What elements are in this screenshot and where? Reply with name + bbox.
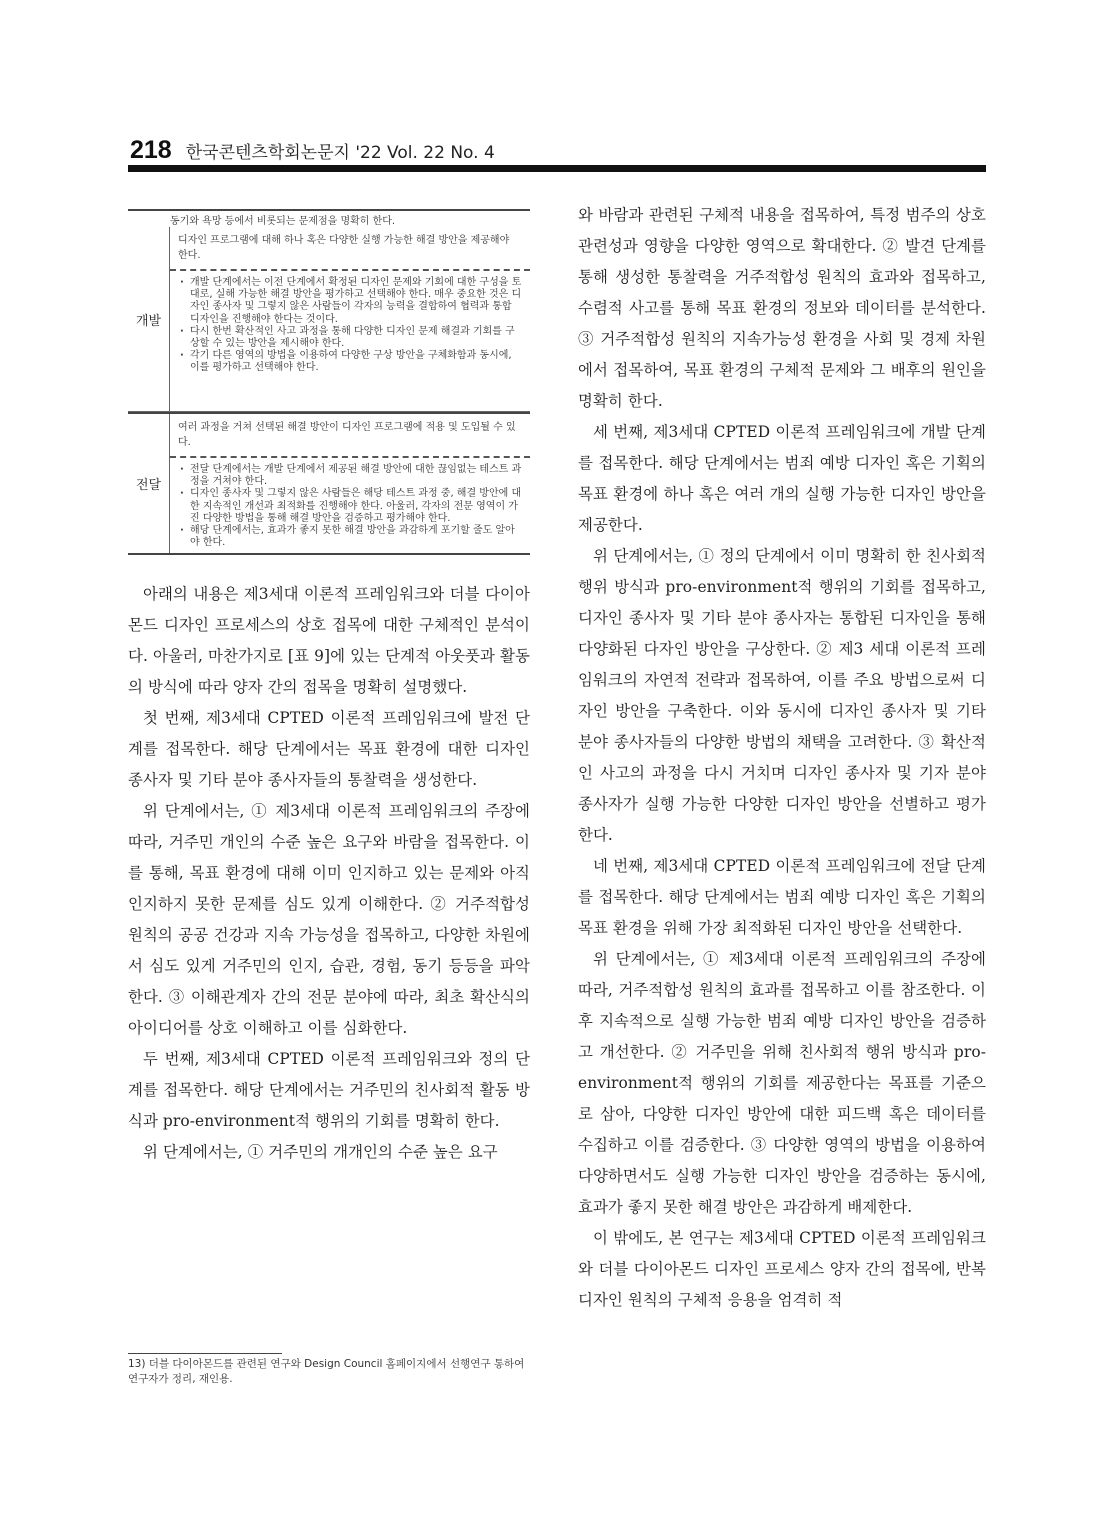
body-paragraph: 두 번째, 제3세대 CPTED 이론적 프레임워크와 정의 단계를 접목한다. 해당 단계에서는 거주민의 친사회적 활동 방식과 pro-environment적 행위의 기회를 명확히 한다. bbox=[128, 1050, 530, 1131]
stage-label-delivery: 전달 bbox=[128, 414, 170, 553]
left-body-text bbox=[128, 579, 530, 1168]
table-continuation-line: 동기와 욕망 등에서 비롯되는 문제점을 명확히 한다. bbox=[170, 216, 396, 227]
body-paragraph: 네 번째, 제3세대 CPTED 이론적 프레임워크에 전달 단계를 접목한다. 해당 단계에서는 범죄 예방 디자인 혹은 기획의 목표 환경을 위해 가장 최적화된 디자인 방안을 선택한다. bbox=[578, 857, 986, 937]
stage-bullets bbox=[178, 271, 522, 379]
bullet-item: · 디자인 종사자 및 그렇지 않은 사람들은 해당 테스트 과정 중, 해결 방안에 대한 지속적인 개선과 최적화를 진행해야 한다. 아울러, 각자의 전문 영역이 가진 다양한 방법을 통해 해결 방안을 검증하고 평가해야 한다. bbox=[178, 488, 522, 525]
bullet-item: · 다시 한번 확산적인 사고 과정을 통해 다양한 디자인 문제 해결과 기회를 구상할 수 있는 방안을 제시해야 한다. bbox=[178, 326, 522, 350]
body-paragraph: 위 단계에서는, ① 제3세대 이론적 프레임워크의 주장에 따라, 거주적합성 원칙의 효과를 접목하고 이를 참조한다. 이후 지속적으로 실행 가능한 범죄 예방 디자인 방안을 검증하고 개선한다. ② 거주민을 위해 친사회적 행위 방식과 pro-environment적 행위의 기회를 제공한다는 목표를 기준으로 삼아, 다양한 디자인 방안에 대한 피드백 혹은 데이터를 수집하고 이를 검증한다. ③ 다양한 영역의 방법을 이용하여 다양하면서도 실행 가능한 디자인 방안을 검증하는 동시에, 효과가 좋지 못한 해결 방안은 과감하게 배제한다. bbox=[578, 950, 986, 1216]
body-paragraph: 위 단계에서는, ① 제3세대 이론적 프레임워크의 주장에 따라, 거주민 개인의 수준 높은 요구와 바람을 접목한다. 이를 통해, 목표 환경에 대해 이미 인지하고 있는 문제와 아직 인지하지 못한 문제를 심도 있게 이해한다. ② 거주적합성 원칙의 공공 건강과 지속 가능성을 접목하고, 다양한 차원에서 심도 있게 거주민의 인지, 습관, 경험, 동기 등등을 파악한다. ③ 이해관계자 간의 전문 분야에 따라, 최초 확산식의 아이디어를 상호 이해하고 이를 심화한다. bbox=[128, 802, 530, 1038]
table-top-rule bbox=[128, 209, 530, 211]
footnote-rule bbox=[128, 1353, 282, 1354]
body-paragraph: 첫 번째, 제3세대 CPTED 이론적 프레임워크에 발전 단계를 접목한다. 해당 단계에서는 목표 환경에 대한 디자인 종사자 및 기타 분야 종사자들의 통찰력을 생성한다. bbox=[128, 709, 530, 790]
bullet-item: · 개발 단계에서는 이전 단계에서 확정된 디자인 문제와 기회에 대한 구성을 토대로, 실해 가능한 해결 방안을 평가하고 선택해야 한다. 매우 중요한 것은 디자인 종사자 및 그렇지 않은 사람들이 각자의 능력을 결합하여 협력과 통합 디자인을 진행해야 한다는 것이다. bbox=[178, 277, 522, 326]
table-row-delivery-wrap bbox=[128, 414, 530, 555]
body-paragraph: 위 단계에서는, ① 거주민의 개개인의 수준 높은 요구 bbox=[143, 1143, 498, 1162]
journal-title: 한국콘텐츠학회논문지 '22 Vol. 22 No. 4 bbox=[185, 143, 495, 163]
stage-definition: 디자인 프로그램에 대해 하나 혹은 다양한 실행 가능한 해결 방안을 제공해야 한다. bbox=[178, 235, 510, 261]
right-column bbox=[578, 200, 986, 1316]
table-continuation bbox=[128, 200, 530, 414]
body-paragraph: 와 바람과 관련된 구체적 내용을 접목하여, 특정 범주의 상호 관련성과 영향을 다양한 영역으로 확대한다. ② 발견 단계를 통해 생성한 통찰력을 거주적합성 원칙의 효과와 접목하고, 수렴적 사고를 통해 목표 환경의 정보와 데이터를 분석한다. ③ 거주적합성 원칙의 지속가능성 환경을 사회 및 경제 차원에서 접목하여, 목표 환경의 구체적 문제와 그 배후의 원인을 명확히 한다. bbox=[578, 206, 986, 410]
stage-definition: 여러 과정을 거쳐 선택된 해결 방안이 디자인 프로그램에 적용 및 도입될 수 있다. bbox=[178, 422, 516, 448]
header-rule bbox=[128, 165, 986, 172]
stage-body-delivery bbox=[170, 414, 530, 553]
left-column bbox=[128, 200, 530, 1168]
table-row-development bbox=[128, 227, 530, 412]
stage-label-development: 개발 bbox=[128, 227, 170, 411]
bullet-item: · 전달 단계에서는 개발 단계에서 제공된 해결 방안에 대한 끊임없는 테스트 과정을 거쳐야 한다. bbox=[178, 464, 522, 488]
stage-bullets bbox=[178, 458, 522, 553]
page-number: 218 bbox=[130, 136, 172, 164]
running-header bbox=[130, 136, 985, 165]
bullet-item: · 해당 단계에서는, 효과가 좋지 못한 해결 방안을 과감하게 포기할 줄도 알아야 한다. bbox=[178, 525, 522, 549]
body-paragraph: 세 번째, 제3세대 CPTED 이론적 프레임워크에 개발 단계를 접목한다. 해당 단계에서는 범죄 예방 디자인 혹은 기획의 목표 환경에 하나 혹은 여러 개의 실행 가능한 디자인 방안을 제공한다. bbox=[578, 423, 986, 534]
body-paragraph: 이 밖에도, 본 연구는 제3세대 CPTED 이론적 프레임워크와 더블 다이아몬드 디자인 프로세스 양자 간의 접목에, 반복 디자인 원칙의 구체적 응용을 엄격히 적 bbox=[578, 1229, 986, 1309]
stage-body-development bbox=[170, 227, 530, 411]
bullet-item: · 각기 다른 영역의 방법을 이용하여 다양한 구상 방안을 구체화함과 동시에, 이를 평가하고 선택해야 한다. bbox=[178, 350, 522, 374]
table-row-delivery bbox=[128, 414, 530, 555]
body-paragraph: 위 단계에서는, ① 정의 단계에서 이미 명확히 한 친사회적 행위 방식과 pro-environment적 행위의 기회를 접목하고, 디자인 종사자 및 기타 분야 종사자는 통합된 디자인을 통해 다양화된 다자인 방안을 구상한다. ② 제3 세대 이론적 프레임워크의 자연적 전략과 접목하여, 이를 주요 방법으로써 디자인 방안을 구축한다. 이와 동시에 디자인 종사자 및 기타 분야 종사자들의 다양한 방법의 채택을 고려한다. ③ 확산적인 사고의 과정을 다시 거치며 디자인 종사자 및 기자 분야 종사자가 실행 가능한 다양한 디자인 방안을 선별하고 평가한다. bbox=[578, 547, 986, 844]
body-paragraph: 아래의 내용은 제3세대 이론적 프레임워크와 더블 다이아몬드 디자인 프로세스의 상호 접목에 대한 구체적인 분석이다. 아울러, 마찬가지로 [표 9]에 있는 단계적 아웃풋과 활동의 방식에 따라 양자 간의 접목을 명확히 설명했다. bbox=[128, 585, 530, 697]
footnote: 13) 더블 다이아몬드를 관련된 연구와 Design Council 홈페이지에서 선행연구 통하여 연구자가 정리, 재인용. bbox=[128, 1358, 525, 1385]
